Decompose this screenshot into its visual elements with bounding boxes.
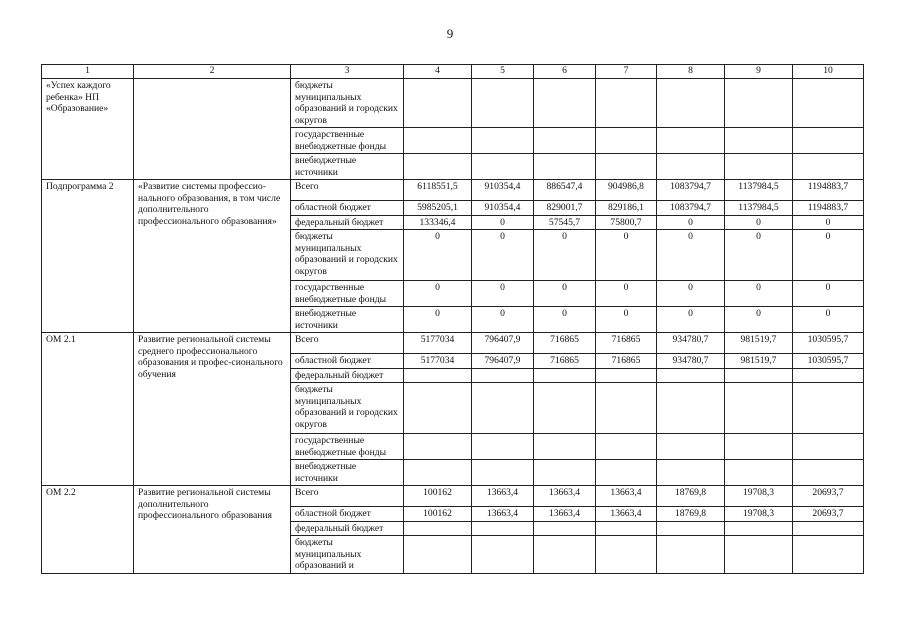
funding-source: областной бюджет xyxy=(291,201,404,216)
value-cell: 19708,3 xyxy=(725,486,793,507)
value-cell: 716865 xyxy=(534,354,596,369)
value-cell: 0 xyxy=(657,281,725,307)
funding-source: государственные внебюджетные фонды xyxy=(291,281,404,307)
value-cell: 18769,8 xyxy=(657,486,725,507)
value-cell xyxy=(472,460,534,486)
value-cell xyxy=(596,521,657,536)
value-cell: 0 xyxy=(534,230,596,281)
column-header-4: 4 xyxy=(404,65,472,79)
value-cell xyxy=(404,434,472,460)
value-cell: 981519,7 xyxy=(725,354,793,369)
value-cell xyxy=(657,434,725,460)
program-title: «Развитие системы профессио-нального образования, в том числе дополнительного профессионального образования» xyxy=(134,180,291,333)
funding-source: бюджеты муниципальных образований и городских округов xyxy=(291,79,404,128)
value-cell: 13663,4 xyxy=(534,507,596,522)
value-cell: 0 xyxy=(657,307,725,333)
funding-source: Всего xyxy=(291,180,404,201)
value-cell xyxy=(596,128,657,154)
value-cell: 1030595,7 xyxy=(793,333,864,354)
value-cell: 829186,1 xyxy=(596,201,657,216)
value-cell: 100162 xyxy=(404,507,472,522)
value-cell xyxy=(657,128,725,154)
value-cell xyxy=(404,368,472,383)
value-cell: 0 xyxy=(472,215,534,230)
value-cell: 1137984,5 xyxy=(725,180,793,201)
header-row xyxy=(42,65,864,79)
value-cell xyxy=(725,368,793,383)
value-cell: 5177034 xyxy=(404,333,472,354)
value-cell xyxy=(596,434,657,460)
value-cell xyxy=(472,383,534,434)
value-cell xyxy=(472,368,534,383)
value-cell xyxy=(472,154,534,180)
value-cell xyxy=(404,383,472,434)
funding-source: внебюджетные источники xyxy=(291,307,404,333)
value-cell: 100162 xyxy=(404,486,472,507)
value-cell: 0 xyxy=(793,230,864,281)
funding-source: бюджеты муниципальных образований и городских округов xyxy=(291,230,404,281)
value-cell xyxy=(725,128,793,154)
budget-table xyxy=(41,64,864,574)
value-cell: 1137984,5 xyxy=(725,201,793,216)
funding-source: областной бюджет xyxy=(291,507,404,522)
value-cell xyxy=(404,521,472,536)
column-header-8: 8 xyxy=(657,65,725,79)
value-cell xyxy=(725,460,793,486)
value-cell: 0 xyxy=(534,281,596,307)
value-cell xyxy=(404,460,472,486)
page-number: 9 xyxy=(446,26,454,41)
value-cell xyxy=(534,383,596,434)
funding-source: государственные внебюджетные фонды xyxy=(291,128,404,154)
program-title: Развитие региональной системы среднего профессионального образования и профес-сионального обучения xyxy=(134,333,291,486)
value-cell: 886547,4 xyxy=(534,180,596,201)
value-cell: 0 xyxy=(725,307,793,333)
value-cell: 75800,7 xyxy=(596,215,657,230)
funding-source: федеральный бюджет xyxy=(291,215,404,230)
value-cell xyxy=(725,434,793,460)
value-cell: 0 xyxy=(596,281,657,307)
value-cell: 716865 xyxy=(596,333,657,354)
value-cell: 716865 xyxy=(596,354,657,369)
value-cell xyxy=(793,460,864,486)
table-row xyxy=(42,486,864,507)
value-cell: 0 xyxy=(793,307,864,333)
value-cell: 13663,4 xyxy=(596,486,657,507)
value-cell xyxy=(725,154,793,180)
value-cell: 13663,4 xyxy=(596,507,657,522)
value-cell: 13663,4 xyxy=(534,486,596,507)
value-cell xyxy=(596,368,657,383)
value-cell xyxy=(793,154,864,180)
value-cell xyxy=(472,521,534,536)
value-cell xyxy=(793,536,864,574)
value-cell: 934780,7 xyxy=(657,354,725,369)
value-cell xyxy=(534,79,596,128)
value-cell xyxy=(534,368,596,383)
value-cell xyxy=(404,79,472,128)
value-cell: 6118551,5 xyxy=(404,180,472,201)
value-cell: 5985205,1 xyxy=(404,201,472,216)
value-cell: 0 xyxy=(472,230,534,281)
value-cell xyxy=(725,383,793,434)
value-cell xyxy=(793,383,864,434)
value-cell: 0 xyxy=(472,307,534,333)
value-cell: 910354,4 xyxy=(472,180,534,201)
value-cell xyxy=(657,79,725,128)
column-header-1: 1 xyxy=(42,65,134,79)
value-cell xyxy=(596,79,657,128)
value-cell: 57545,7 xyxy=(534,215,596,230)
value-cell: 13663,4 xyxy=(472,486,534,507)
value-cell: 716865 xyxy=(534,333,596,354)
value-cell: 20693,7 xyxy=(793,507,864,522)
program-code: ОМ 2.1 xyxy=(42,333,134,486)
funding-source: Всего xyxy=(291,486,404,507)
value-cell: 0 xyxy=(725,230,793,281)
value-cell xyxy=(657,154,725,180)
value-cell xyxy=(596,154,657,180)
column-header-6: 6 xyxy=(534,65,596,79)
value-cell xyxy=(657,521,725,536)
value-cell xyxy=(472,128,534,154)
program-code: ОМ 2.2 xyxy=(42,486,134,574)
value-cell xyxy=(534,434,596,460)
value-cell: 910354,4 xyxy=(472,201,534,216)
value-cell: 18769,8 xyxy=(657,507,725,522)
value-cell xyxy=(534,154,596,180)
table-row xyxy=(42,180,864,201)
value-cell xyxy=(404,128,472,154)
value-cell: 1083794,7 xyxy=(657,201,725,216)
table-body xyxy=(42,65,864,574)
value-cell xyxy=(725,536,793,574)
value-cell: 904986,8 xyxy=(596,180,657,201)
value-cell: 796407,9 xyxy=(472,333,534,354)
column-header-5: 5 xyxy=(472,65,534,79)
value-cell: 1194883,7 xyxy=(793,201,864,216)
value-cell xyxy=(404,536,472,574)
program-title xyxy=(134,79,291,180)
value-cell xyxy=(472,434,534,460)
value-cell: 1030595,7 xyxy=(793,354,864,369)
funding-source: Всего xyxy=(291,333,404,354)
value-cell xyxy=(657,383,725,434)
value-cell: 13663,4 xyxy=(472,507,534,522)
table-row xyxy=(42,79,864,128)
value-cell: 0 xyxy=(404,230,472,281)
value-cell: 0 xyxy=(657,230,725,281)
funding-source: бюджеты муниципальных образований и городских округов xyxy=(291,383,404,434)
value-cell: 934780,7 xyxy=(657,333,725,354)
value-cell: 0 xyxy=(404,307,472,333)
value-cell: 0 xyxy=(596,230,657,281)
value-cell xyxy=(793,128,864,154)
value-cell xyxy=(596,383,657,434)
value-cell xyxy=(472,79,534,128)
value-cell: 0 xyxy=(793,281,864,307)
value-cell xyxy=(793,79,864,128)
column-header-7: 7 xyxy=(596,65,657,79)
value-cell xyxy=(534,536,596,574)
value-cell: 796407,9 xyxy=(472,354,534,369)
value-cell xyxy=(534,521,596,536)
value-cell: 829001,7 xyxy=(534,201,596,216)
value-cell: 1083794,7 xyxy=(657,180,725,201)
value-cell xyxy=(725,521,793,536)
value-cell xyxy=(725,79,793,128)
value-cell xyxy=(657,536,725,574)
value-cell: 0 xyxy=(725,281,793,307)
funding-source: внебюджетные источники xyxy=(291,460,404,486)
value-cell: 0 xyxy=(725,215,793,230)
funding-source: государственные внебюджетные фонды xyxy=(291,434,404,460)
value-cell: 0 xyxy=(472,281,534,307)
column-header-10: 10 xyxy=(793,65,864,79)
value-cell xyxy=(404,154,472,180)
value-cell xyxy=(657,368,725,383)
value-cell xyxy=(793,368,864,383)
program-title: Развитие региональной системы дополнительного профессионального образования xyxy=(134,486,291,574)
value-cell xyxy=(793,521,864,536)
funding-source: областной бюджет xyxy=(291,354,404,369)
column-header-2: 2 xyxy=(134,65,291,79)
program-code: Подпрограмма 2 xyxy=(42,180,134,333)
funding-source: внебюджетные источники xyxy=(291,154,404,180)
column-header-9: 9 xyxy=(725,65,793,79)
value-cell: 1194883,7 xyxy=(793,180,864,201)
value-cell: 133346,4 xyxy=(404,215,472,230)
value-cell: 0 xyxy=(404,281,472,307)
value-cell: 20693,7 xyxy=(793,486,864,507)
funding-source: бюджеты муниципальных образований и xyxy=(291,536,404,574)
value-cell xyxy=(534,460,596,486)
value-cell: 0 xyxy=(793,215,864,230)
column-header-3: 3 xyxy=(291,65,404,79)
value-cell xyxy=(657,460,725,486)
value-cell xyxy=(472,536,534,574)
table-row xyxy=(42,333,864,354)
value-cell xyxy=(596,460,657,486)
value-cell: 5177034 xyxy=(404,354,472,369)
funding-source: федеральный бюджет xyxy=(291,368,404,383)
funding-source: федеральный бюджет xyxy=(291,521,404,536)
value-cell xyxy=(534,128,596,154)
value-cell: 19708,3 xyxy=(725,507,793,522)
value-cell xyxy=(793,434,864,460)
value-cell: 981519,7 xyxy=(725,333,793,354)
value-cell: 0 xyxy=(534,307,596,333)
program-code: «Успех каждого ребенка» НП «Образование» xyxy=(42,79,134,180)
value-cell xyxy=(596,536,657,574)
value-cell: 0 xyxy=(596,307,657,333)
value-cell: 0 xyxy=(657,215,725,230)
